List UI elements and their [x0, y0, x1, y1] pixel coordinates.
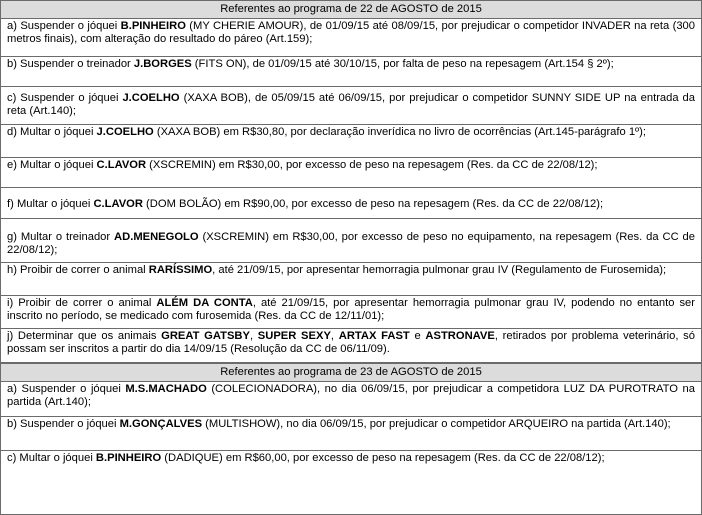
list-item	[1, 19, 701, 57]
item-name: RARÍSSIMO	[148, 264, 213, 276]
list-item	[1, 57, 701, 87]
item-name: B.PINHEIRO	[120, 20, 186, 32]
item-text: (XAXA BOB) em R$30,80, por declaração inverídica no livro de ocorrências (Art.145-parágrafo 1º);	[153, 126, 646, 138]
item-name: GREAT GATSBY	[161, 330, 250, 342]
item-text: c) Suspender o jóquei	[7, 92, 123, 104]
item-text: b) Suspender o treinador	[7, 58, 134, 70]
item-name: M.GONÇALVES	[119, 418, 203, 430]
item-name: SUPER SEXY	[257, 330, 331, 342]
item-name: B.PINHEIRO	[95, 452, 162, 464]
item-text: (XSCREMIN) em R$30,00, por excesso de peso na repesagem (Res. da CC de 22/08/12);	[146, 159, 598, 171]
item-text: , até 21/09/15, por apresentar hemorragia pulmonar grau IV (Regulamento de Furosemida);	[212, 264, 667, 276]
item-name: J.COELHO	[122, 92, 180, 104]
list-item	[1, 263, 701, 296]
item-text: (FITS ON), de 01/09/15 até 30/10/15, por falta de peso na repesagem (Art.154 § 2º);	[191, 58, 614, 70]
item-text: i) Proibir de correr o animal	[7, 297, 157, 309]
item-text: h) Proibir de correr o animal	[7, 264, 149, 276]
item-name: ARTAX FAST	[338, 330, 410, 342]
item-name: C.LAVOR	[96, 159, 147, 171]
list-item	[1, 125, 701, 158]
item-text: f) Multar o jóquei	[7, 198, 94, 210]
list-item	[1, 219, 701, 263]
item-text: (COLECIONADORA), no dia 06/09/15, por prejudicar a competidora LUZ DA PUROTRATO na partida (Art.140);	[7, 383, 696, 409]
item-name: ALÉM DA CONTA	[156, 297, 253, 309]
item-text: (MY CHERIE AMOUR), de 01/09/15 até 08/09/15, por prejudicar o competidor INVADER na reta (300 metros finais), com alteração do resultado do páreo (Art.159);	[7, 20, 695, 46]
item-text: e) Multar o jóquei	[7, 159, 97, 171]
item-text: c) Multar o jóquei	[7, 452, 96, 464]
item-text: j) Determinar que os animais	[7, 330, 162, 342]
item-text: ,	[249, 330, 258, 342]
item-name: AD.MENEGOLO	[114, 231, 199, 243]
list-item	[1, 188, 701, 219]
item-text: ,	[330, 330, 339, 342]
item-text: (XAXA BOB), de 05/09/15 até 06/09/15, por prejudicar o competidor SUNNY SIDE UP na entrada da reta (Art.140);	[7, 92, 696, 118]
item-text: (MULTISHOW), no dia 06/09/15, por prejudicar o competidor ARQUEIRO na partida (Art.140);	[202, 418, 671, 430]
item-text: a) Suspender o jóquei	[7, 20, 121, 32]
item-text: b) Suspender o jóquei	[7, 418, 120, 430]
list-item	[1, 158, 701, 188]
item-name: C.LAVOR	[93, 198, 143, 210]
item-name: M.S.MACHADO	[125, 383, 207, 395]
list-item	[1, 296, 701, 329]
list-item	[1, 329, 701, 363]
item-text: e	[409, 330, 426, 342]
list-item	[1, 87, 701, 125]
item-text: (DADIQUE) em R$60,00, por excesso de peso na repesagem (Res. da CC de 22/08/12);	[161, 452, 605, 464]
item-text: , retirados por problema veterinário, só possam ser inscritos a partir do dia 14/09/15 (Resolução da CC de 06/11/09).	[7, 330, 695, 356]
item-text: (XSCREMIN) em R$30,00, por excesso de peso no equipamento, na repesagem (Res. da CC de 22/08/12);	[7, 231, 695, 257]
section-header: Referentes ao programa de 22 de AGOSTO de 2015	[1, 1, 701, 19]
item-text: g) Multar o treinador	[7, 231, 115, 243]
list-item	[1, 451, 701, 473]
item-text: , até 21/09/15, por apresentar hemorragia pulmonar grau IV, podendo no entanto ser inscrito no período, se medicado com furosemida (Res. da CC de 12/11/01);	[7, 297, 696, 323]
item-text: d) Multar o jóquei	[7, 126, 97, 138]
list-item	[1, 417, 701, 451]
item-text: (DOM BOLÃO) em R$90,00, por excesso de peso na repesagem (Res. da CC de 22/08/12);	[142, 198, 604, 210]
list-item	[1, 382, 701, 417]
item-name: ASTRONAVE	[425, 330, 495, 342]
section-header: Referentes ao programa de 23 de AGOSTO de 2015	[1, 363, 701, 382]
item-text: a) Suspender o jóquei	[7, 383, 126, 395]
item-name: J.COELHO	[96, 126, 154, 138]
item-name: J.BORGES	[133, 58, 192, 70]
